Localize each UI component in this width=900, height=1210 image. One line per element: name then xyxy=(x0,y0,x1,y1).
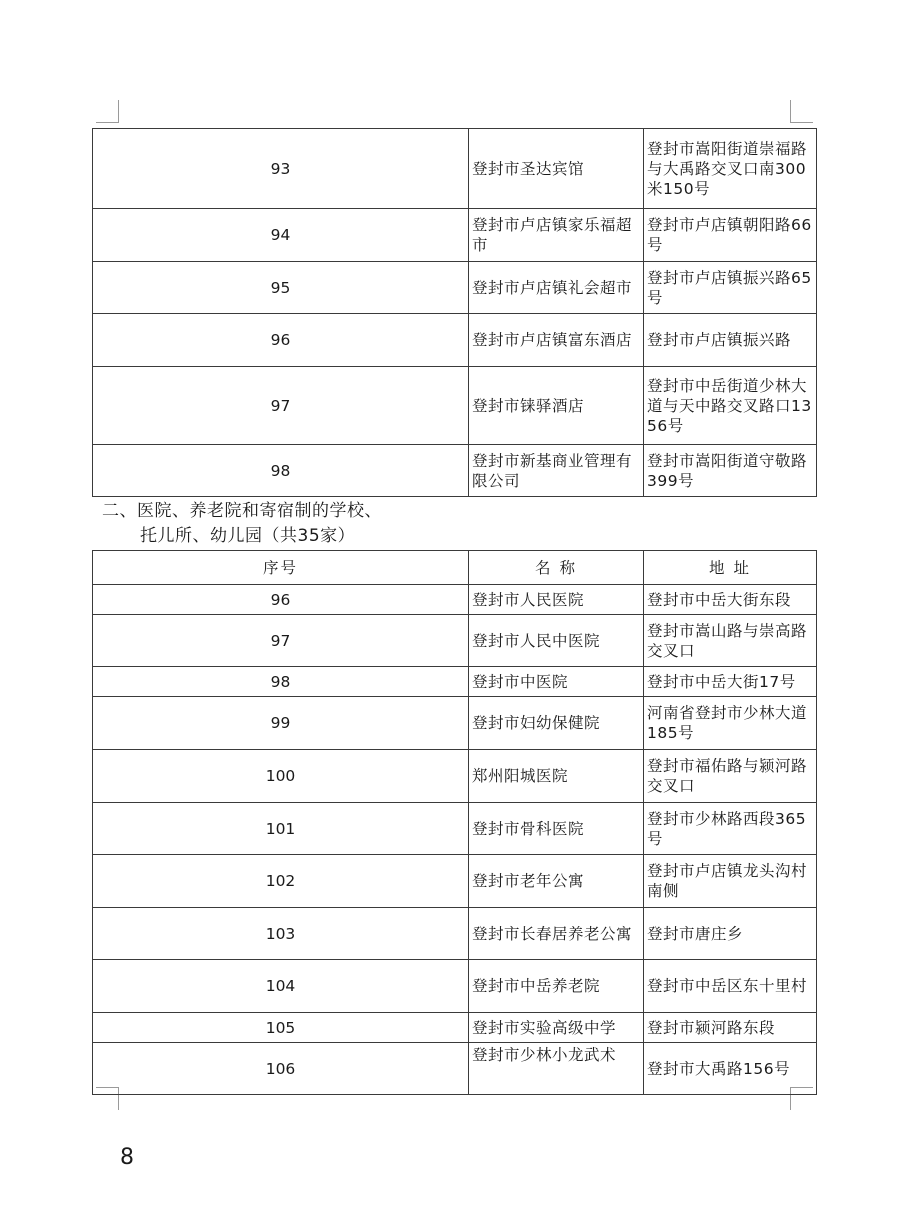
venue-address: 登封市嵩阳街道守敬路399号 xyxy=(644,445,817,497)
row-number: 98 xyxy=(93,667,469,697)
institution-name: 郑州阳城医院 xyxy=(469,750,644,803)
row-number: 103 xyxy=(93,908,469,960)
venue-name: 登封市卢店镇家乐福超市 xyxy=(469,209,644,262)
row-number: 100 xyxy=(93,750,469,803)
table-header-row xyxy=(93,551,817,585)
table-row xyxy=(93,697,817,750)
institution-name: 登封市妇幼保健院 xyxy=(469,697,644,750)
institution-name: 登封市人民中医院 xyxy=(469,615,644,667)
institution-address: 登封市卢店镇龙头沟村南侧 xyxy=(644,855,817,908)
institution-name: 登封市实验高级中学 xyxy=(469,1013,644,1043)
table-row xyxy=(93,908,817,960)
row-number: 96 xyxy=(93,314,469,367)
row-number: 94 xyxy=(93,209,469,262)
table-row xyxy=(93,1043,817,1095)
section-heading-line1: 二、医院、养老院和寄宿制的学校、 xyxy=(102,501,382,521)
table-row xyxy=(93,1013,817,1043)
venue-name: 登封市卢店镇富东酒店 xyxy=(469,314,644,367)
row-number: 98 xyxy=(93,445,469,497)
venue-name: 登封市新基商业管理有限公司 xyxy=(469,445,644,497)
institution-address: 登封市大禹路156号 xyxy=(644,1043,817,1095)
table-row xyxy=(93,615,817,667)
institution-address: 登封市唐庄乡 xyxy=(644,908,817,960)
table-row xyxy=(93,803,817,855)
row-number: 105 xyxy=(93,1013,469,1043)
crop-mark-top-right xyxy=(790,100,813,123)
table-row xyxy=(93,262,817,314)
row-number: 96 xyxy=(93,585,469,615)
row-number: 95 xyxy=(93,262,469,314)
institution-name: 登封市长春居养老公寓 xyxy=(469,908,644,960)
crop-mark-top-left xyxy=(96,100,119,123)
institution-address: 登封市嵩山路与崇高路交叉口 xyxy=(644,615,817,667)
table-row xyxy=(93,667,817,697)
institution-name: 登封市人民医院 xyxy=(469,585,644,615)
venue-name: 登封市圣达宾馆 xyxy=(469,129,644,209)
venue-table-continued xyxy=(92,128,817,497)
table-row xyxy=(93,367,817,445)
table-row xyxy=(93,585,817,615)
row-number: 97 xyxy=(93,615,469,667)
venue-address: 登封市嵩阳街道崇福路与大禹路交叉口南300米150号 xyxy=(644,129,817,209)
venue-name: 登封市卢店镇礼会超市 xyxy=(469,262,644,314)
page-number: 8 xyxy=(120,1145,134,1170)
table-row xyxy=(93,209,817,262)
institution-address: 登封市颍河路东段 xyxy=(644,1013,817,1043)
institution-address: 河南省登封市少林大道185号 xyxy=(644,697,817,750)
venue-address: 登封市卢店镇振兴路 xyxy=(644,314,817,367)
row-number: 104 xyxy=(93,960,469,1013)
venue-address: 登封市卢店镇朝阳路66号 xyxy=(644,209,817,262)
institution-name: 登封市少林小龙武术 xyxy=(469,1043,644,1095)
venue-address: 登封市中岳街道少林大道与天中路交叉路口1356号 xyxy=(644,367,817,445)
venue-name: 登封市铼驿酒店 xyxy=(469,367,644,445)
table-row xyxy=(93,855,817,908)
row-number: 101 xyxy=(93,803,469,855)
table-row xyxy=(93,314,817,367)
header-name: 名 称 xyxy=(469,551,644,585)
table-row xyxy=(93,129,817,209)
table-row xyxy=(93,960,817,1013)
venue-address: 登封市卢店镇振兴路65号 xyxy=(644,262,817,314)
institution-name: 登封市中医院 xyxy=(469,667,644,697)
header-address: 地 址 xyxy=(644,551,817,585)
institution-address: 登封市少林路西段365号 xyxy=(644,803,817,855)
institution-name: 登封市中岳养老院 xyxy=(469,960,644,1013)
row-number: 106 xyxy=(93,1043,469,1095)
institution-name: 登封市骨科医院 xyxy=(469,803,644,855)
institution-address: 登封市中岳大街17号 xyxy=(644,667,817,697)
institution-address: 登封市中岳区东十里村 xyxy=(644,960,817,1013)
section-heading-line2: 托儿所、幼儿园（共35家） xyxy=(140,526,356,546)
institution-address: 登封市福佑路与颍河路交叉口 xyxy=(644,750,817,803)
row-number: 99 xyxy=(93,697,469,750)
institution-table xyxy=(92,550,817,1095)
section-heading xyxy=(102,499,482,549)
table-row xyxy=(93,445,817,497)
institution-address: 登封市中岳大街东段 xyxy=(644,585,817,615)
row-number: 93 xyxy=(93,129,469,209)
row-number: 102 xyxy=(93,855,469,908)
institution-name: 登封市老年公寓 xyxy=(469,855,644,908)
table-row xyxy=(93,750,817,803)
row-number: 97 xyxy=(93,367,469,445)
header-number: 序号 xyxy=(93,551,469,585)
